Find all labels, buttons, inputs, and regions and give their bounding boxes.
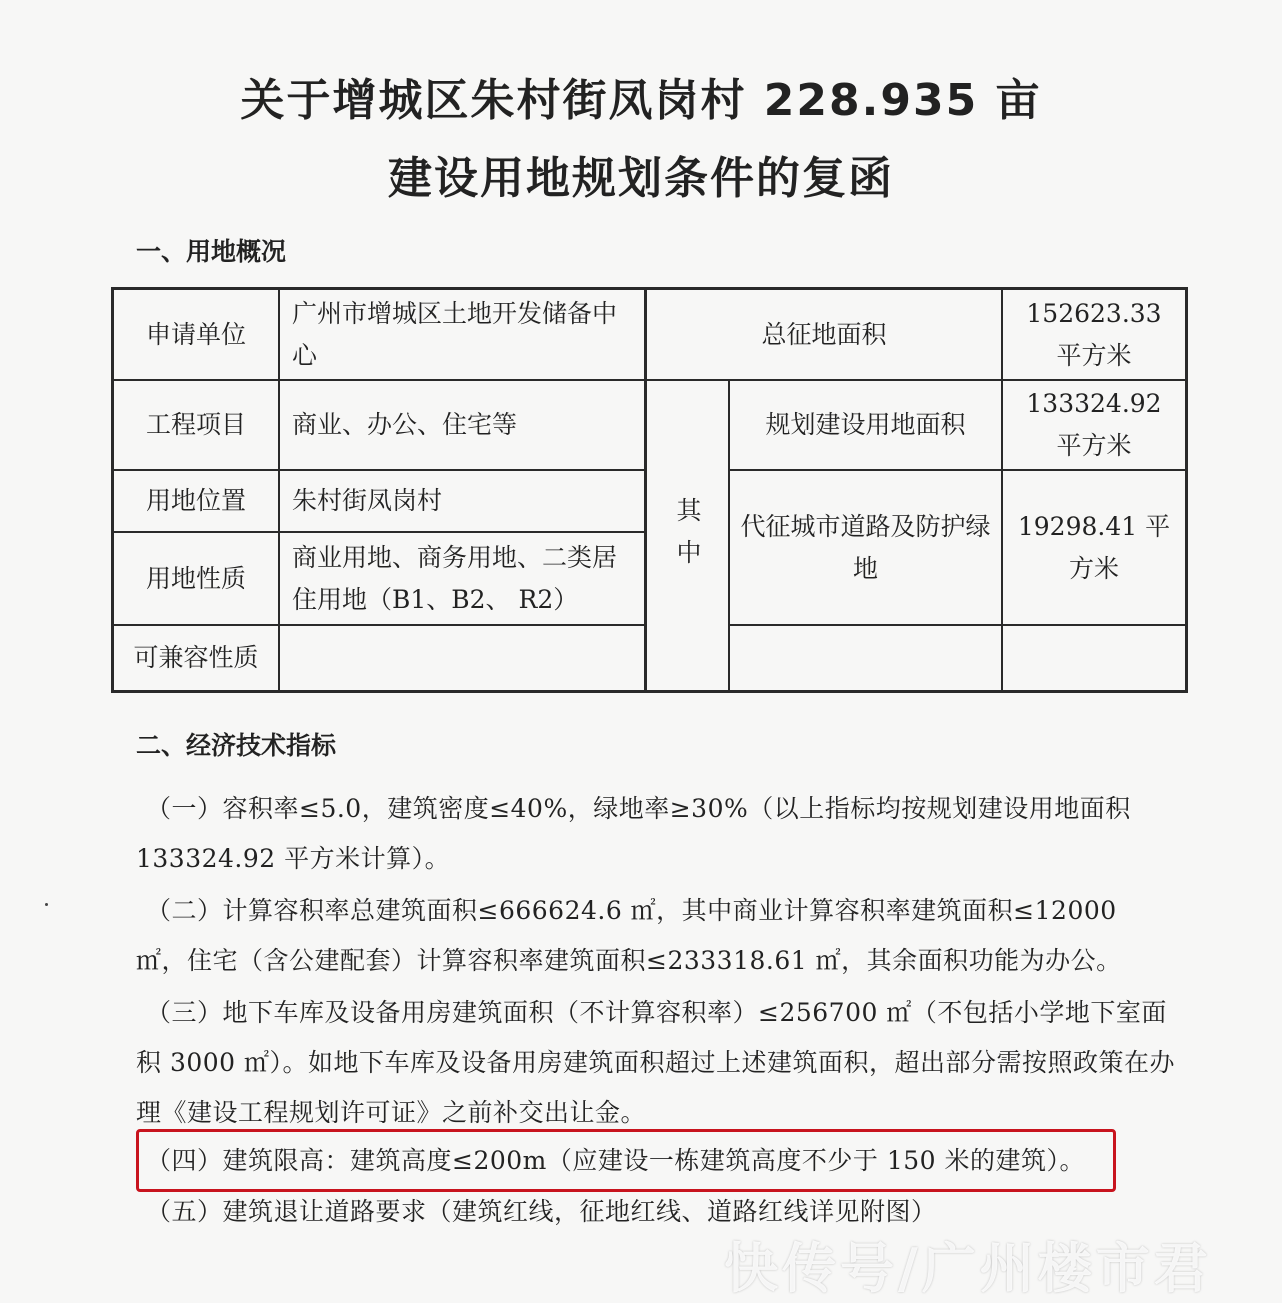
indicator-item-4: （四）建筑限高：建筑高度≤200m（应建设一栋建筑高度不少于 150 米的建筑）。 [146,1146,1085,1175]
table-hline-right-3 [728,624,1188,626]
section2-heading: 二、经济技术指标 [136,731,337,760]
document-title-line2: 建设用地规划条件的复函 [388,153,894,204]
project-value: 商业、办公、住宅等 [292,410,518,439]
indicator-item-2: （二）计算容积率总建筑面积≤666624.6 ㎡，其中商业计算容积率建筑面积≤12000 ㎡，住宅（含公建配套）计算容积率建筑面积≤233318.61 ㎡，其余面积功能为办公。 [136,896,1122,975]
nature-label: 用地性质 [145,563,246,593]
planned-area-label: 规划建设用地面积 [765,410,966,439]
nature-value: 商业用地、商务用地、二类居住用地（B1、B2、 R2） [292,542,618,614]
of-which-label: 其中 [676,496,702,567]
applicant-label: 申请单位 [145,319,246,349]
applicant-value: 广州市增城区土地开发储备中心 [292,298,618,370]
project-label: 工程项目 [145,410,246,439]
total-area-value: 152623.33 平方米 [1026,298,1162,370]
location-label: 用地位置 [145,486,246,515]
planned-area-value: 133324.92 平方米 [1026,389,1162,460]
height-limit-highlight [136,1129,1116,1192]
table-border-right [1185,287,1188,693]
source-watermark: 快传号/广州楼市君 [724,1237,1212,1300]
location-value: 朱村街凤岗村 [292,486,443,515]
indicator-item-3: （三）地下车库及设备用房建筑面积（不计算容积率）≤256700 ㎡（不包括小学地下室面积 3000 ㎡）。如地下车库及设备用房建筑面积超过上述建筑面积，超出部分需按照政策在办理《建设工程规划许可证》之前补交出让金。 [136,998,1176,1127]
section1-heading: 一、用地概况 [136,237,287,266]
scan-speck [45,903,48,906]
road-green-label: 代征城市道路及防护绿地 [740,511,991,583]
document-title-line1: 关于增城区朱村街凤岗村 228.935 亩 [240,75,1042,126]
land-overview-table [111,287,1188,693]
road-green-value: 19298.41 平方米 [1017,511,1171,583]
table-border-bottom [111,690,1188,693]
indicator-item-5: （五）建筑退让道路要求（建筑红线，征地红线、道路红线详见附图） [146,1197,937,1226]
compatible-label: 可兼容性质 [133,643,259,672]
total-area-label: 总征地面积 [761,319,887,349]
compatible-value [280,626,644,690]
indicator-item-1: （一）容积率≤5.0，建筑密度≤40%，绿地率≥30%（以上指标均按规划建设用地面积 133324.92 平方米计算）。 [136,794,1131,873]
